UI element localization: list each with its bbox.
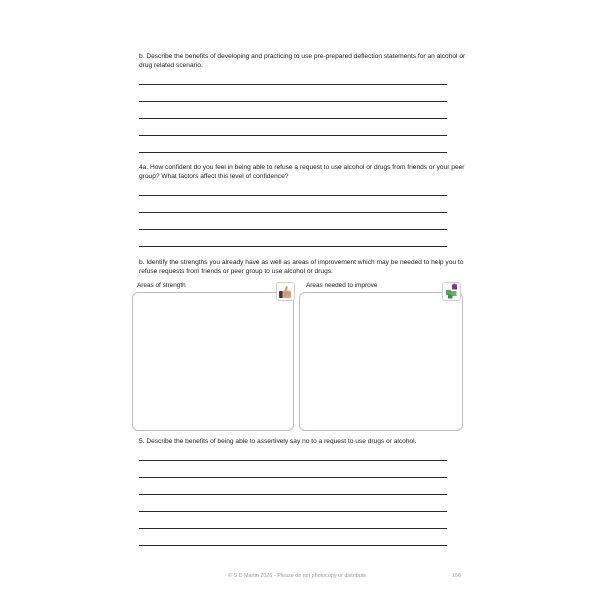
answer-line[interactable]: [139, 84, 447, 85]
answer-line[interactable]: [139, 246, 447, 247]
areas-needed-to-improve-box[interactable]: [299, 292, 463, 431]
page-number: 156: [452, 573, 461, 579]
answer-line[interactable]: [139, 477, 447, 478]
answer-line[interactable]: [139, 101, 447, 102]
question-5-assertive: 5. Describe the benefits of being able to assertively say no to a request to use drugs or alcohol.: [139, 438, 417, 445]
answer-line[interactable]: [139, 545, 447, 546]
copyright-notice: © S D Martin 2026 - Please do not photocopy or distribute: [228, 573, 367, 579]
answer-line[interactable]: [139, 229, 447, 230]
answer-line[interactable]: [139, 118, 447, 119]
thumbs-up-icon: [276, 282, 295, 301]
answer-line[interactable]: [139, 135, 447, 136]
answer-line[interactable]: [139, 460, 447, 461]
answer-line[interactable]: [139, 212, 447, 213]
areas-of-strength-label: Areas of strength: [137, 282, 186, 289]
areas-of-strength-box[interactable]: [132, 292, 294, 431]
puzzle-pieces-icon: [442, 282, 461, 301]
answer-line[interactable]: [139, 494, 447, 495]
question-b-strengths: b. Identify the strengths you already have as well as areas of improvement which may be needed to help you to refuse requests from friends or peer group to use alcohol or drugs.: [139, 259, 464, 275]
answer-line[interactable]: [139, 195, 447, 196]
answer-line[interactable]: [139, 152, 447, 153]
question-b-deflection: b. Describe the benefits of developing and practicing to use pre-prepared deflection statements for an alcohol or drug related scenario.: [139, 53, 466, 69]
answer-line[interactable]: [139, 528, 447, 529]
answer-line[interactable]: [139, 511, 447, 512]
question-4a-confidence: 4a. How confident do you feel in being able to refuse a request to use alcohol or drugs from friends or your peer group? What factors affect this level of confidence?: [139, 164, 465, 180]
areas-needed-to-improve-label: Areas needed to improve: [306, 282, 378, 289]
